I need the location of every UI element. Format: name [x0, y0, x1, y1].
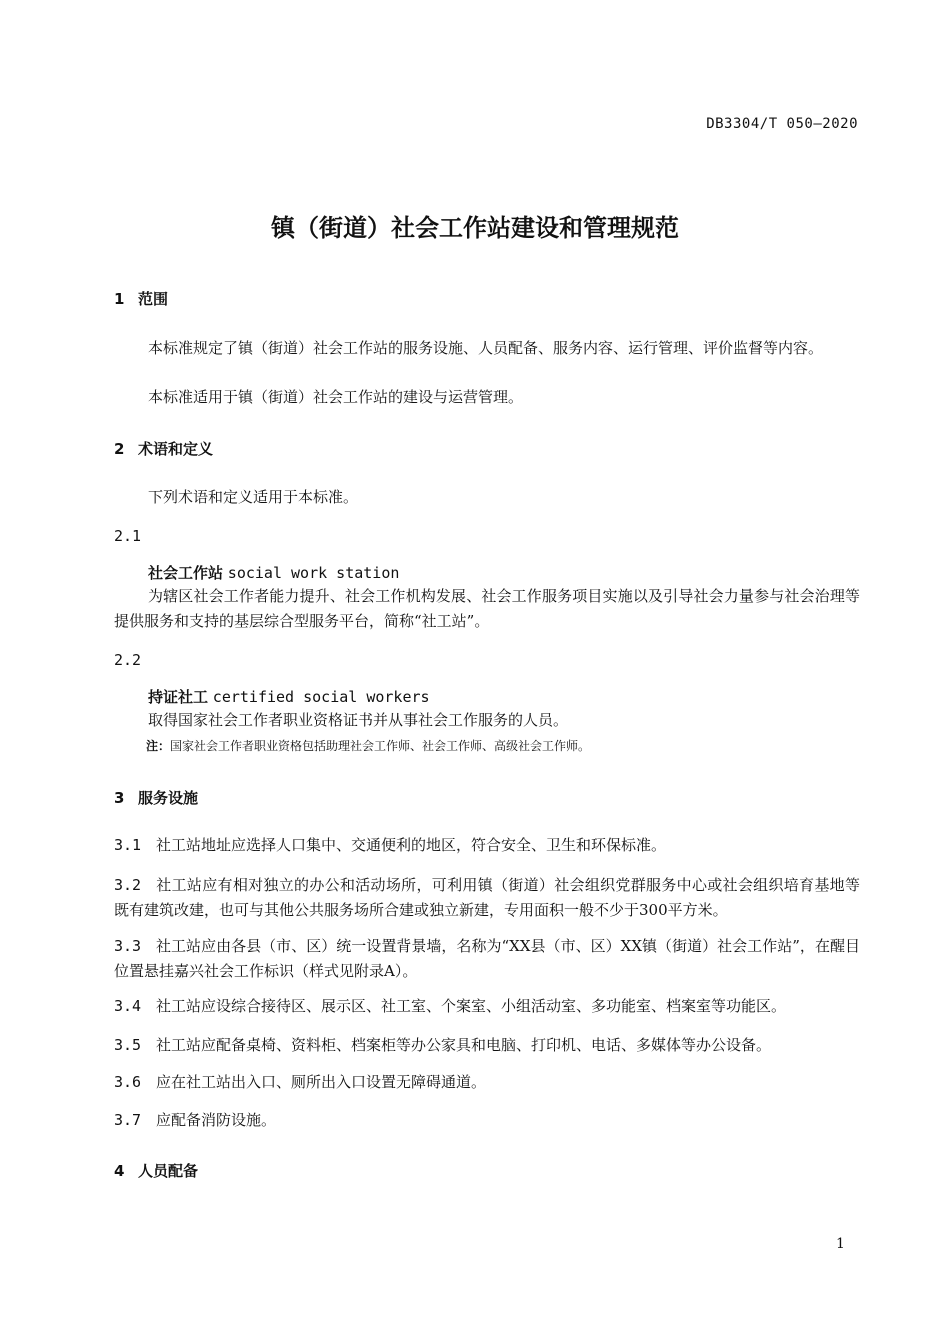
term-2-1-definition: 为辖区社会工作者能力提升、社会工作机构发展、社会工作服务项目实施以及引导社会力量参与社会治理等提供服务和支持的基层综合型服务平台，简称“社工站”。 — [114, 587, 860, 630]
clause-3-4 — [114, 994, 860, 1019]
clause-number: 3.1 — [114, 836, 142, 854]
clause-3-1 — [114, 833, 860, 858]
term-2-2-title — [148, 686, 430, 707]
clause-text: 社工站应由各县（市、区）统一设置背景墙，名称为“XX县（市、区）XX镇（街道）社会工作站”，在醒目位置悬挂嘉兴社会工作标识（样式见附录A）。 — [114, 937, 860, 980]
section-number: 1 — [114, 290, 125, 308]
clause-number: 3.7 — [114, 1111, 142, 1129]
section-title: 人员配备 — [138, 1162, 199, 1180]
note-label: 注： — [146, 739, 171, 753]
term-cn: 社会工作站 — [148, 564, 224, 582]
clause-3-5 — [114, 1033, 860, 1058]
section-title: 术语和定义 — [138, 440, 214, 458]
clause-3-6 — [114, 1070, 860, 1095]
section-2-intro: 下列术语和定义适用于本标准。 — [148, 488, 359, 506]
clause-text: 应在社工站出入口、厕所出入口设置无障碍通道。 — [156, 1073, 487, 1091]
clause-3-7 — [114, 1108, 860, 1133]
term-cn: 持证社工 — [148, 688, 209, 706]
section-3-heading — [114, 787, 198, 808]
clause-text: 社工站应配备桌椅、资料柜、档案柜等办公家具和电脑、打印机、电话、多媒体等办公设备。 — [156, 1036, 772, 1054]
clause-text: 社工站应有相对独立的办公和活动场所，可利用镇（街道）社会组织党群服务中心或社会组织培育基地等既有建筑改建，也可与其他公共服务场所合建或独立新建，专用面积一般不少于300平方米。 — [114, 876, 860, 919]
document-code: DB3304/T 050—2020 — [706, 116, 858, 132]
clause-text: 社工站地址应选择人口集中、交通便利的地区，符合安全、卫生和环保标准。 — [156, 836, 667, 854]
clause-number: 3.4 — [114, 997, 142, 1015]
term-2-2-note — [146, 737, 590, 754]
clause-text: 社工站应设综合接待区、展示区、社工室、个案室、小组活动室、多功能室、档案室等功能区。 — [156, 997, 787, 1015]
clause-3-2 — [114, 873, 860, 923]
clause-number: 3.5 — [114, 1036, 142, 1054]
section-1-paragraph-2: 本标准适用于镇（街道）社会工作站的建设与运营管理。 — [148, 388, 524, 406]
section-number: 2 — [114, 440, 125, 458]
term-2-2-number: 2.2 — [114, 651, 142, 669]
section-4-heading — [114, 1160, 198, 1181]
section-number: 4 — [114, 1162, 125, 1180]
clause-3-3 — [114, 934, 860, 984]
clause-number: 3.6 — [114, 1073, 142, 1091]
page-number: 1 — [836, 1236, 845, 1252]
section-title: 范围 — [138, 290, 169, 308]
term-2-2-definition: 取得国家社会工作者职业资格证书并从事社会工作服务的人员。 — [148, 711, 569, 729]
clause-number: 3.2 — [114, 876, 142, 894]
section-1-paragraph-1: 本标准规定了镇（街道）社会工作站的服务设施、人员配备、服务内容、运行管理、评价监督等内容。 — [148, 339, 824, 357]
clause-number: 3.3 — [114, 937, 142, 955]
section-2-heading — [114, 438, 213, 459]
note-text: 国家社会工作者职业资格包括助理社会工作师、社会工作师、高级社会工作师。 — [170, 739, 591, 753]
section-1-heading — [114, 288, 168, 309]
section-title: 服务设施 — [138, 789, 199, 807]
term-2-1-number: 2.1 — [114, 527, 142, 545]
clause-text: 应配备消防设施。 — [156, 1111, 277, 1129]
term-2-1-title — [148, 562, 399, 583]
section-number: 3 — [114, 789, 125, 807]
term-en: certified social workers — [212, 688, 430, 706]
document-title: 镇（街道）社会工作站建设和管理规范 — [271, 214, 679, 242]
term-en: social work station — [227, 564, 400, 582]
